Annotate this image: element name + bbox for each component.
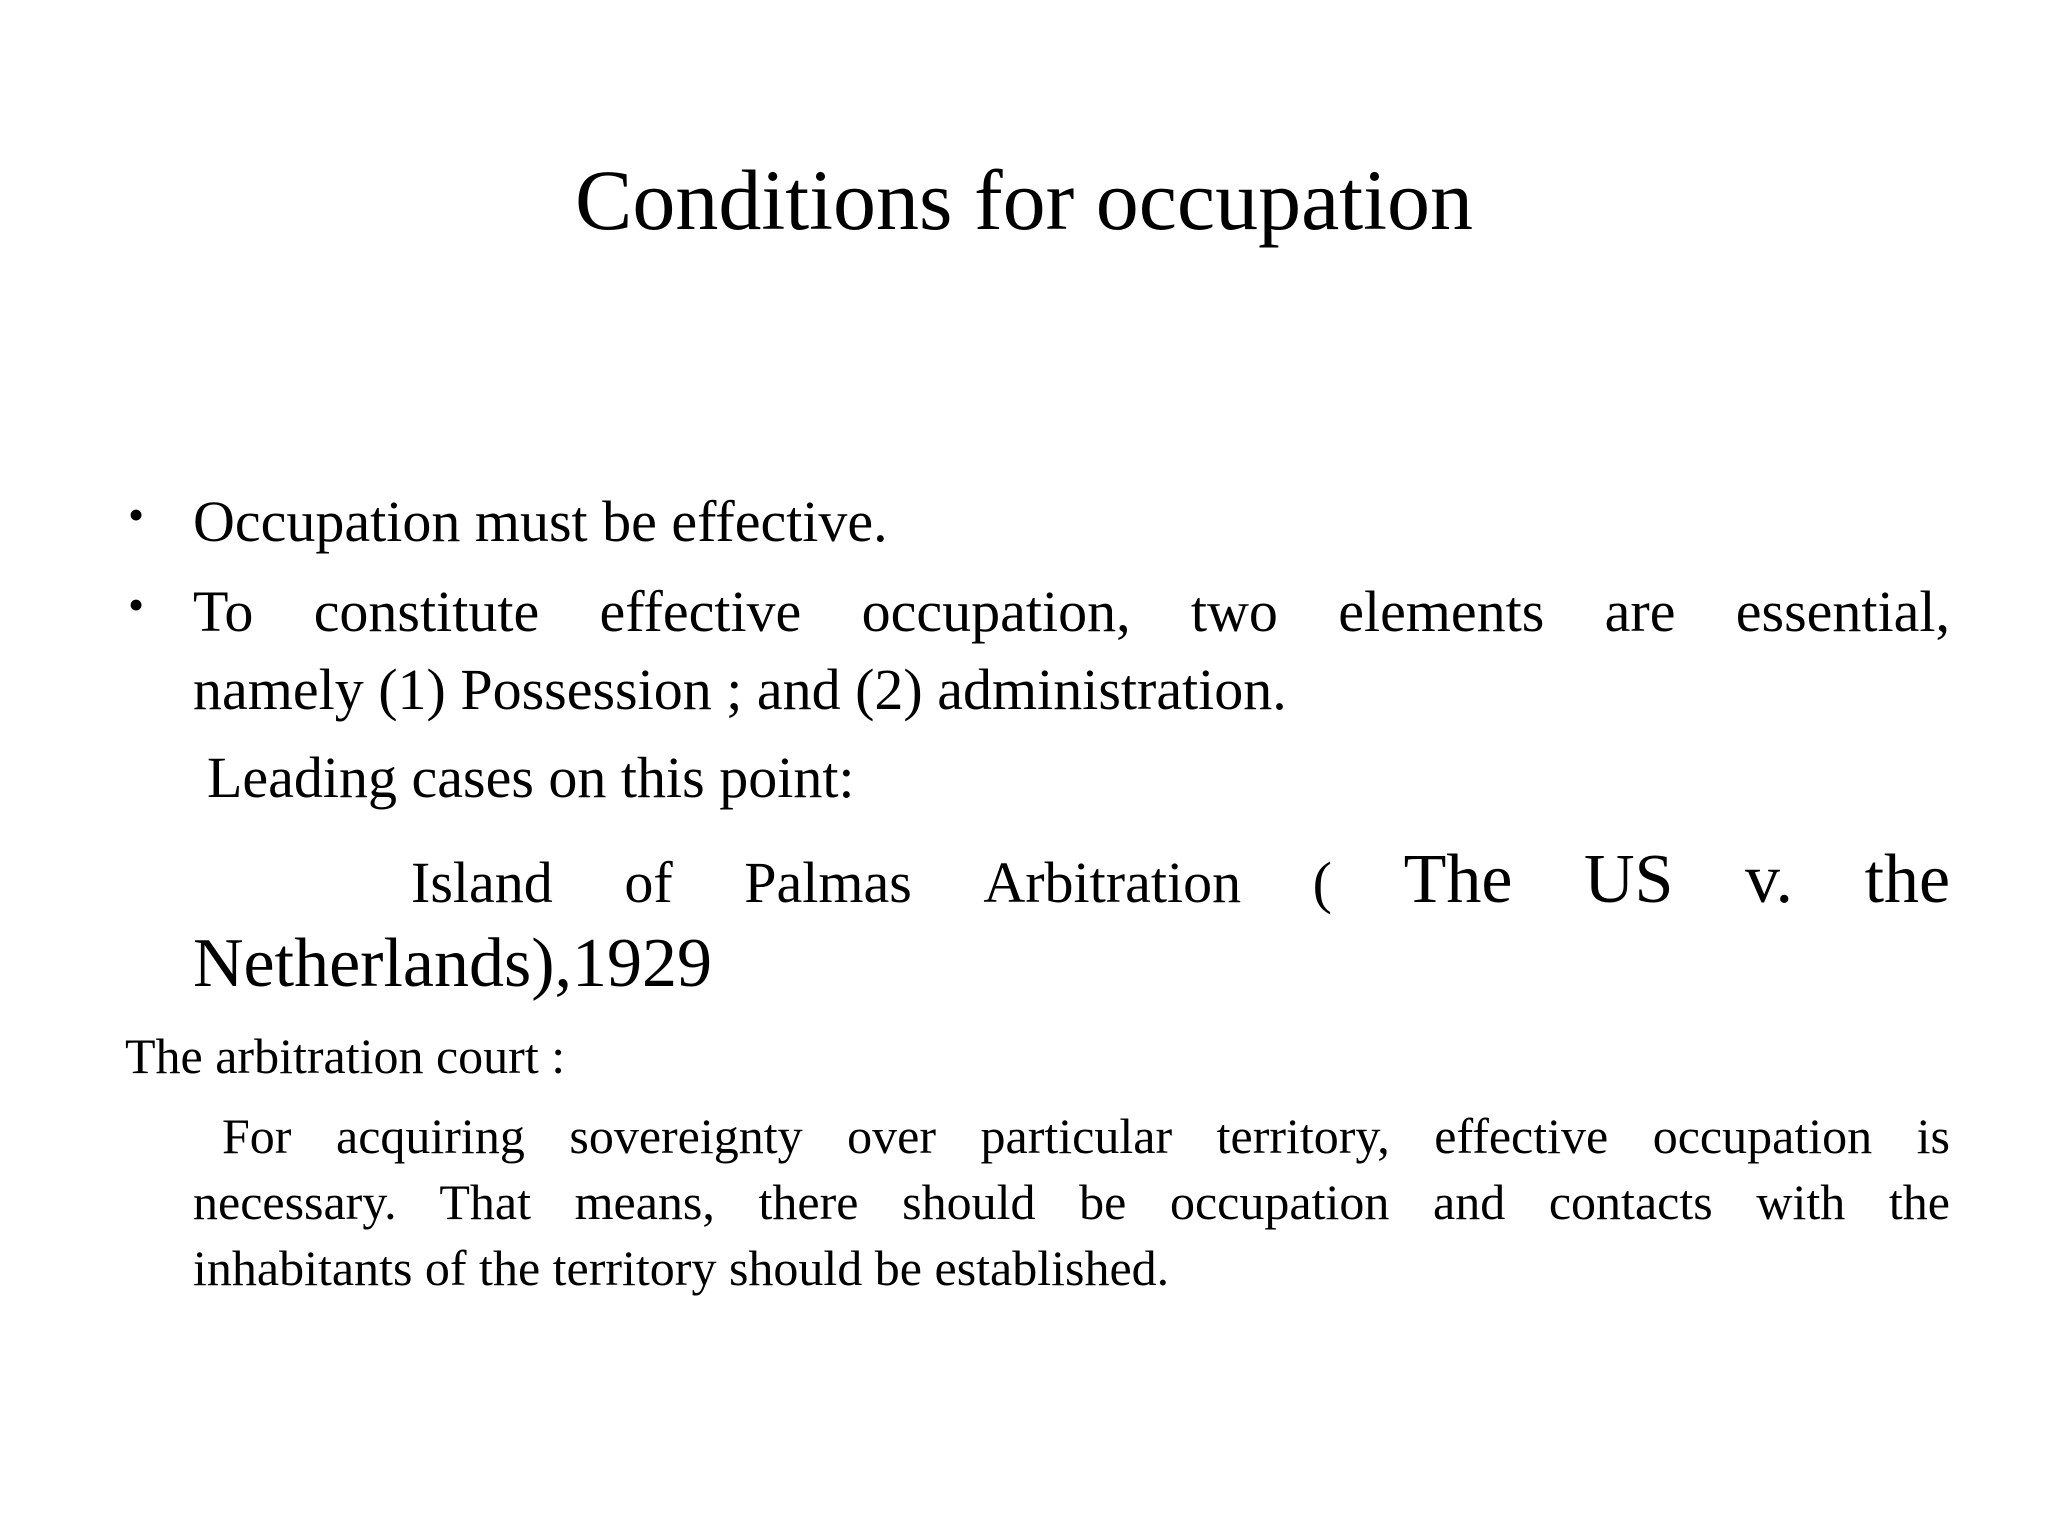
quote-line-2: necessary. That means, there should be occupation and contacts with the — [193, 1174, 1950, 1230]
slide-title: Conditions for occupation — [574, 152, 1474, 248]
case-word: The — [1403, 841, 1513, 918]
bullet-text-2-line-2: namely (1) Possession ; and (2) administration. — [193, 657, 1287, 722]
case-word: US — [1583, 841, 1674, 918]
case-word: Palmas — [744, 850, 912, 915]
quote-line-3: inhabitants of the territory should be established. — [193, 1240, 1170, 1296]
case-word: ( — [1312, 850, 1332, 915]
bullet-text-2-line-1: To constitute effective occupation, two elements are essential, — [193, 579, 1950, 644]
case-word: Island — [411, 850, 553, 915]
bullet-icon: • — [128, 489, 145, 540]
leading-cases-label: Leading cases on this point: — [207, 745, 855, 810]
case-word: of — [624, 850, 673, 915]
case-title-line-2: Netherlands),1929 — [193, 925, 713, 1002]
bullet-text-1: Occupation must be effective. — [193, 489, 888, 554]
bullet-icon: • — [128, 579, 145, 630]
case-word: v. — [1745, 841, 1793, 918]
quote-line-1: For acquiring sovereignty over particular territory, effective occupation is — [222, 1108, 1950, 1164]
case-word: Arbitration — [983, 850, 1242, 915]
court-label: The arbitration court : — [125, 1028, 566, 1084]
case-word: the — [1864, 841, 1951, 918]
